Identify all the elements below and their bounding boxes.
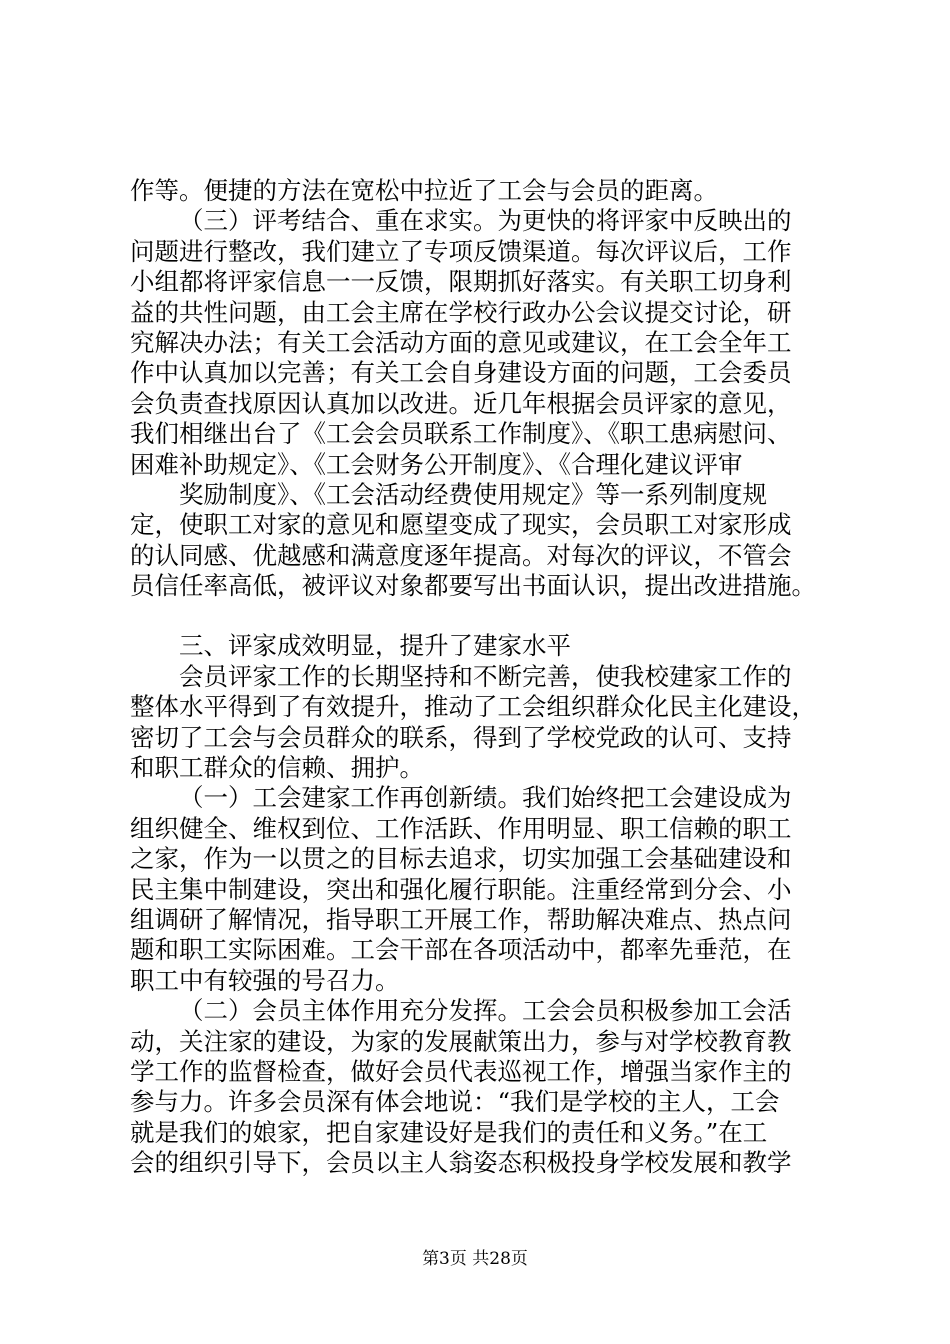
text-line: 会的组织引导下，会员以主人翁姿态积极投身学校发展和教学 bbox=[130, 1148, 792, 1178]
text-line: 员信任率高低，被评议对象都要写出书面认识，提出改进措施。 bbox=[130, 571, 816, 601]
text-line: 职工中有较强的号召力。 bbox=[130, 965, 400, 995]
text-line: 组织健全、维权到位、工作活跃、作用明显、职工信赖的职工 bbox=[130, 813, 792, 843]
text-line: （一）工会建家工作再创新绩。我们始终把工会建设成为 bbox=[179, 783, 792, 813]
text-line: 奖励制度》、《工会活动经费使用规定》等一系列制度规 bbox=[179, 479, 767, 509]
section-heading: 三、评家成效明显，提升了建家水平 bbox=[179, 631, 571, 661]
text-line: 作等。便捷的方法在宽松中拉近了工会与会员的距离。 bbox=[130, 176, 718, 205]
text-line: 问题进行整改，我们建立了专项反馈渠道。每次评议后，工作 bbox=[130, 236, 792, 266]
text-line: 动，关注家的建设，为家的发展献策出力，参与对学校教育教 bbox=[130, 1026, 792, 1056]
text-line: 组调研了解情况，指导职工开展工作，帮助解决难点、热点问 bbox=[130, 904, 792, 934]
text-line: 整体水平得到了有效提升，推动了工会组织群众化民主化建设， bbox=[130, 692, 816, 722]
text-line: （三）评考结合、重在求实。为更快的将评家中反映出的 bbox=[179, 206, 792, 236]
text-line: 究解决办法；有关工会活动方面的意见或建议，在工会全年工 bbox=[130, 327, 792, 357]
text-line: 小组都将评家信息一一反馈，限期抓好落实。有关职工切身利 bbox=[130, 267, 792, 297]
text-line: 定，使职工对家的意见和愿望变成了现实，会员职工对家形成 bbox=[130, 510, 792, 540]
text-line: 题和职工实际困难。工会干部在各项活动中，都率先垂范，在 bbox=[130, 935, 792, 965]
text-line: 会负责查找原因认真加以改进。近几年根据会员评家的意见， bbox=[130, 388, 792, 418]
text-line: 就是我们的娘家，把自家建设好是我们的责任和义务。”在工 bbox=[130, 1117, 768, 1147]
text-line: 之家，作为一以贯之的目标去追求，切实加强工会基础建设和 bbox=[130, 844, 792, 874]
text-line: 学工作的监督检查，做好会员代表巡视工作，增强当家作主的 bbox=[130, 1056, 792, 1086]
text-line: 和职工群众的信赖、拥护。 bbox=[130, 753, 424, 783]
text-line: 作中认真加以完善；有关工会自身建设方面的问题，工会委员 bbox=[130, 358, 792, 388]
text-line: （二）会员主体作用充分发挥。工会会员积极参加工会活 bbox=[179, 996, 792, 1026]
text-line: 我们相继出台了《工会会员联系工作制度》、《职工患病慰问、 bbox=[130, 419, 792, 449]
paragraph-gap bbox=[130, 601, 860, 631]
text-line: 的认同感、优越感和满意度逐年提高。对每次的评议，不管会 bbox=[130, 540, 792, 570]
text-line: 困难补助规定》、《工会财务公开制度》、《合理化建议评审 bbox=[130, 449, 743, 479]
text-line: 密切了工会与会员群众的联系，得到了学校党政的认可、支持 bbox=[130, 722, 792, 752]
page-number-footer: 第3页 共28页 bbox=[422, 1249, 528, 1269]
text-line: 参与力。许多会员深有体会地说：“我们是学校的主人，工会 bbox=[130, 1087, 780, 1117]
text-line: 民主集中制建设，突出和强化履行职能。注重经常到分会、小 bbox=[130, 874, 792, 904]
document-body bbox=[130, 176, 860, 1179]
text-line: 益的共性问题，由工会主席在学校行政办公会议提交讨论，研 bbox=[130, 297, 792, 327]
text-line: 会员评家工作的长期坚持和不断完善，使我校建家工作的 bbox=[179, 661, 792, 691]
